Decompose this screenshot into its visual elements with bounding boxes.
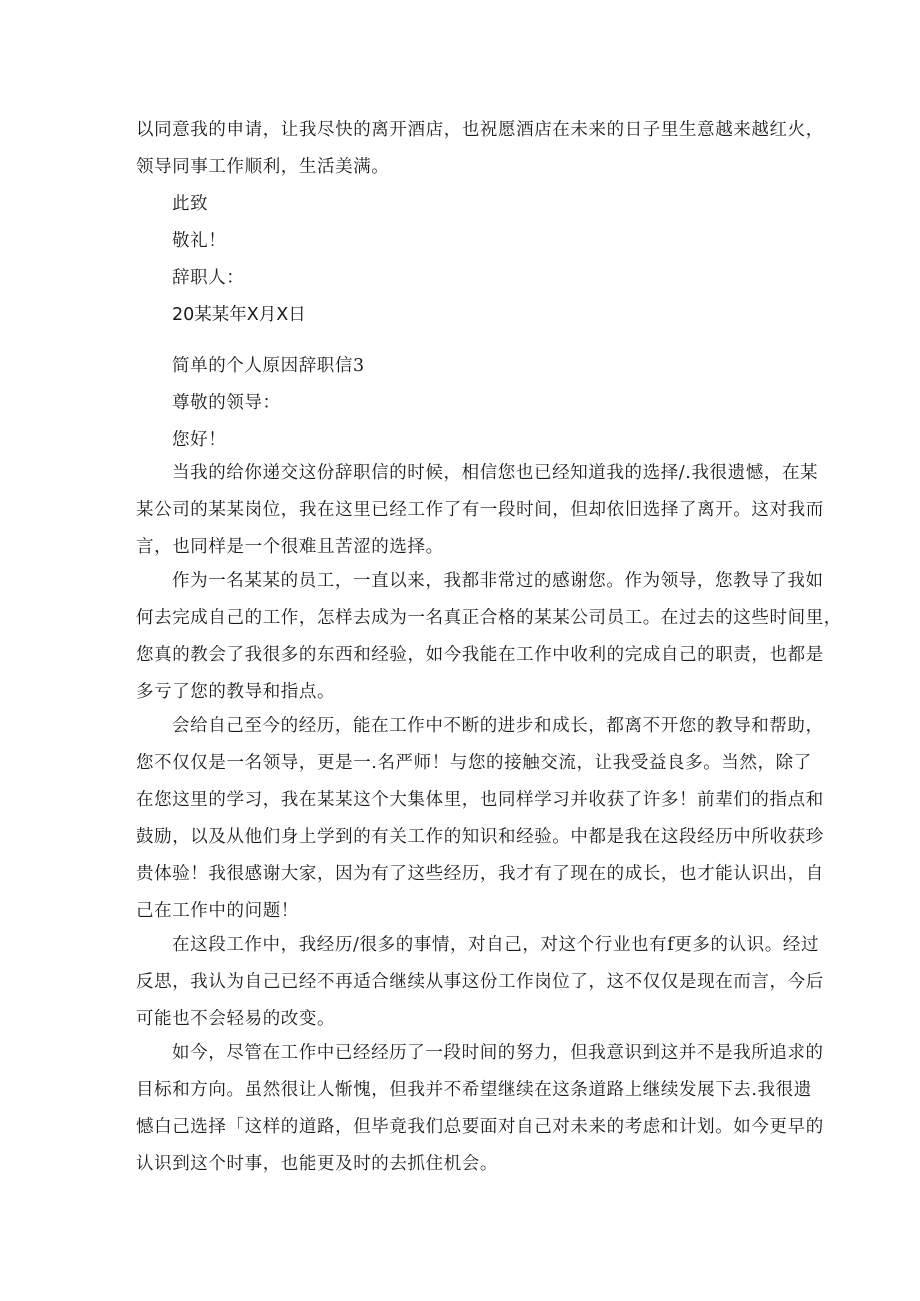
paragraph-line: 某公司的某某岗位，我在这里已经工作了有一段时间，但却依旧选择了离开。这对我而 — [136, 500, 824, 520]
paragraph-line: 作为一名某某的员工，一直以来，我都非常过的感谢您。作为领导，您教导了我如 — [172, 571, 824, 591]
paragraph-line: 会给自己至今的经历，能在工作中不断的进步和成长，都离不开您的教导和帮助， — [172, 716, 824, 736]
paragraph-line: 目标和方向。虽然很让人惭愧，但我并不希望继续在这条道路上继续发展下去.我很遗 — [136, 1080, 812, 1100]
closing-salutation: 此致 — [172, 194, 209, 214]
signature-date: 20某某年X月X日 — [172, 305, 306, 325]
section-title: 简单的个人原因辞职信3 — [172, 356, 365, 376]
paragraph-line: 言，也同样是一个很难且苦涩的选择。 — [136, 537, 444, 557]
paragraph-line: 反思，我认为自己已经不再适合继续从事这份工作岗位了，这不仅仅是现在而言，今后 — [136, 972, 824, 992]
paragraph-line: 贵体验！我很感谢大家，因为有了这些经历，我才有了现在的成长，也才能认识出，自 — [136, 864, 824, 884]
paragraph-line: 当我的给你递交这份辞职信的时候，相信您也已经知道我的选择/.我很遗憾，在某 — [172, 463, 819, 483]
paragraph-line: 鼓励，以及从他们身上学到的有关工作的知识和经验。中都是我在这段经历中所收获珍 — [136, 827, 824, 847]
paragraph-line: 认识到这个时事，也能更及时的去抓住机会。 — [136, 1154, 498, 1174]
paragraph-line: 如今，尽管在工作中已经经历了一段时间的努力，但我意识到这并不是我所追求的 — [172, 1043, 824, 1063]
closing-regards: 敬礼！ — [172, 231, 227, 251]
paragraph-line: 在您这里的学习，我在某某这个大集体里，也同样学习并收获了许多！前辈们的指点和 — [136, 790, 824, 810]
signature-label: 辞职人： — [172, 268, 245, 288]
paragraph-line: 以同意我的申请，让我尽快的离开酒店，也祝愿酒店在未来的日子里生意越来越红火， — [136, 120, 824, 140]
paragraph-line: 何去完成自己的工作，怎样去成为一名真正合格的某某公司员工。在过去的这些时间里， — [136, 608, 842, 628]
paragraph-line: 己在工作中的问题！ — [136, 901, 299, 921]
paragraph-line: 可能也不会轻易的改变。 — [136, 1009, 336, 1029]
paragraph-line: 您真的教会了我很多的东西和经验，如今我能在工作中收利的完成自己的职责，也都是 — [136, 645, 824, 665]
paragraph-line: 在这段工作中，我经历/很多的事情，对自己，对这个行业也有f更多的认识。经过 — [172, 935, 820, 955]
letter-greeting: 尊敬的领导： — [172, 393, 281, 413]
paragraph-line: 您不仅仅是一名领导，更是一.名严师！与您的接触交流，让我受益良多。当然，除了 — [136, 753, 812, 773]
paragraph-line: 领导同事工作顺利，生活美满。 — [136, 157, 390, 177]
letter-hello: 您好！ — [172, 430, 227, 450]
paragraph-line: 多亏了您的教导和指点。 — [136, 682, 336, 702]
paragraph-line: 憾白己选择「这样的道路，但毕竟我们总要面对自己对未来的考虑和计划。如今更早的 — [136, 1117, 824, 1137]
